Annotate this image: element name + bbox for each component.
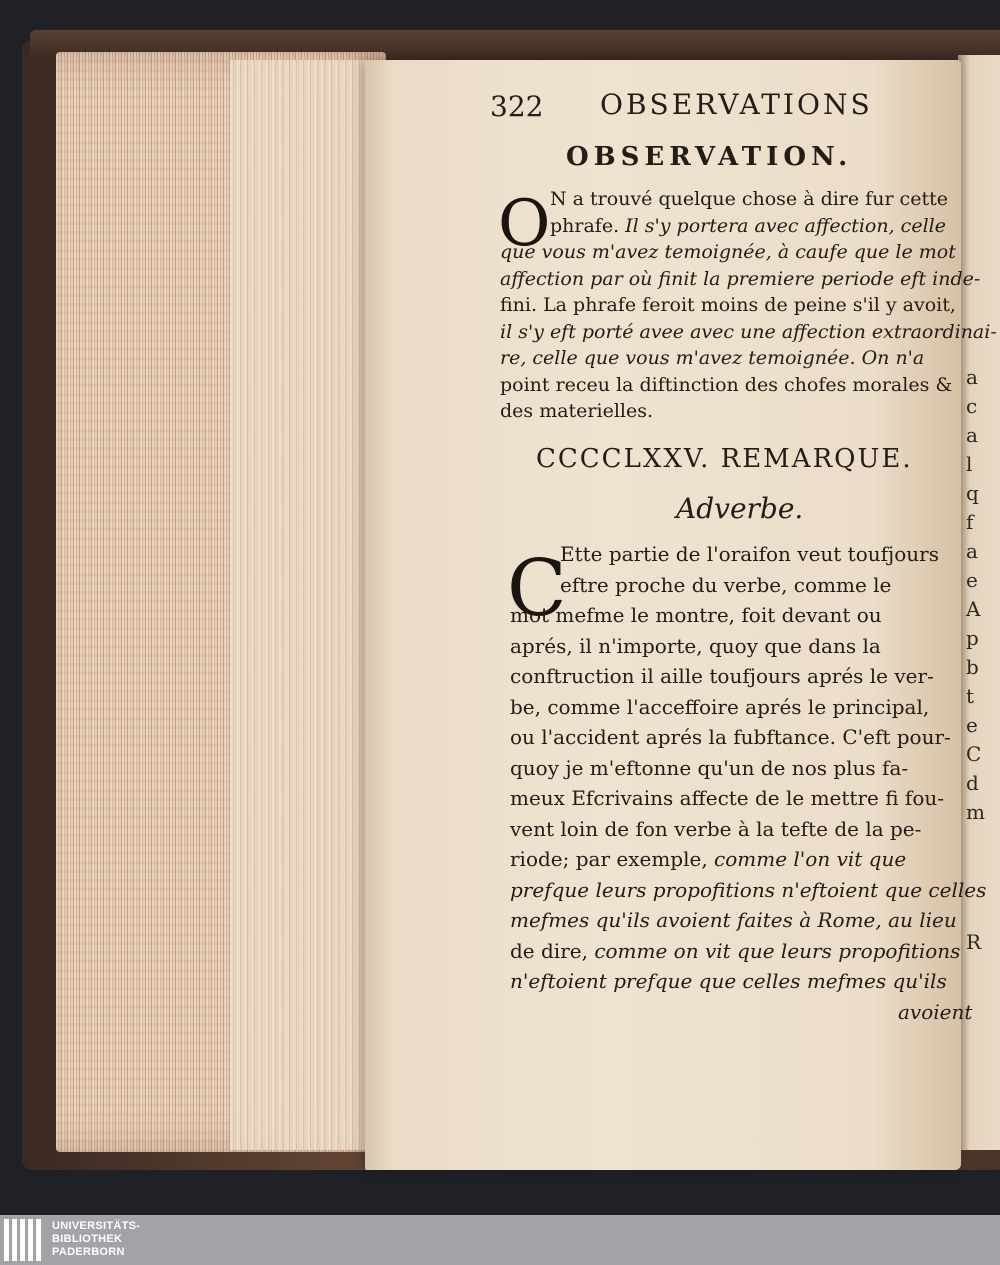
text-line — [510, 634, 881, 658]
italic-text: n'eftoient prefque que celles mefmes qu'ils — [510, 969, 947, 993]
text-line — [500, 268, 980, 290]
italic-text: prefque leurs propofitions n'eftoient que celles — [510, 877, 987, 902]
text-line — [510, 817, 921, 841]
text-line — [510, 664, 934, 688]
roman-text: eftre proche du verbe, comme le — [560, 572, 892, 597]
roman-text: conftruction il aille toufjours aprés le ver- — [510, 664, 934, 688]
facing-page-fragment: p — [966, 626, 979, 650]
italic-text: comme on vit que leurs propofitions — [594, 938, 961, 963]
facing-page-fragment: a — [966, 365, 978, 389]
page-number: 322 — [490, 90, 544, 123]
text-line — [510, 756, 908, 780]
text-line — [500, 374, 952, 396]
text-line — [500, 294, 956, 316]
facing-page-fragment: A — [966, 597, 981, 621]
facing-page-fragment: m — [966, 800, 985, 824]
running-head: OBSERVATIONS — [600, 88, 873, 121]
text-line — [500, 241, 956, 263]
text-line — [510, 603, 882, 627]
text-line — [898, 1000, 972, 1024]
text-line — [500, 321, 997, 343]
text-line — [500, 347, 924, 369]
italic-text: il s'y eft porté avee avec une affection extraordinai- — [500, 320, 997, 343]
roman-text: fini. La phrafe feroit moins de peine s'il y avoit, — [500, 294, 956, 316]
text-line — [510, 908, 957, 932]
facing-page-fragment: e — [966, 568, 978, 592]
facing-page-fragment: R — [966, 930, 982, 954]
italic-text: avoient — [898, 999, 973, 1024]
italic-text: que vous m'avez temoignée, à caufe que le mot — [500, 241, 956, 263]
text-line — [560, 542, 939, 566]
roman-text: be, comme l'acceffoire aprés le principal, — [510, 694, 930, 719]
facing-page-fragment: q — [966, 481, 979, 505]
library-footer — [0, 1215, 1000, 1265]
text-line — [510, 847, 906, 871]
text-line — [510, 786, 944, 810]
text-line — [500, 400, 653, 422]
observation-heading: OBSERVATION. — [566, 142, 853, 172]
italic-text: re, celle que vous m'avez temoignée. On n'a — [500, 347, 925, 369]
facing-page-edge — [958, 55, 1000, 1150]
library-name-line-2: BIBLIOTHEK — [52, 1233, 123, 1245]
facing-page-fragment: d — [966, 771, 979, 795]
text-line — [510, 878, 986, 902]
facing-page-fragment: l — [966, 452, 973, 476]
roman-text: ou l'accident aprés la fubftance. C'eft pour- — [510, 725, 951, 749]
text-line — [510, 969, 947, 993]
facing-page-fragment: c — [966, 394, 978, 418]
italic-text: affection par où finit la premiere periode eft inde- — [500, 267, 981, 290]
observation-drop-cap: O — [498, 187, 551, 261]
italic-text: mefmes qu'ils avoient faites à Rome, au lieu — [510, 908, 957, 932]
text-line — [550, 188, 948, 210]
roman-text: riode; par exemple, — [510, 847, 715, 871]
italic-text: Il s'y portera avec affection, celle — [625, 214, 946, 237]
library-logo-icon — [2, 1219, 44, 1261]
roman-text: des materielles. — [500, 400, 654, 422]
roman-text: N a trouvé quelque chose à dire fur cette — [550, 188, 948, 210]
roman-text: point receu la diftinction des chofes morales & — [500, 373, 953, 396]
roman-text: de dire, — [510, 938, 595, 963]
remarque-subtitle: Adverbe. — [676, 492, 804, 525]
facing-page-fragment: e — [966, 713, 978, 737]
facing-page-fragment: a — [966, 539, 978, 563]
roman-text: Ette partie de l'oraifon veut toufjours — [560, 542, 939, 566]
roman-text: vent loin de fon verbe à la tefte de la pe- — [510, 816, 922, 841]
text-line — [510, 939, 960, 963]
text-line — [510, 725, 951, 749]
roman-text: aprés, il n'importe, quoy que dans la — [510, 633, 881, 658]
roman-text: mot mefme le montre, foit devant ou — [510, 603, 882, 627]
facing-page-fragment: t — [966, 684, 975, 708]
text-line — [560, 573, 891, 597]
facing-page-fragment: f — [966, 510, 974, 534]
remarque-drop-cap: C — [507, 544, 567, 634]
facing-page-fragment: b — [966, 655, 979, 679]
text-line — [550, 215, 946, 237]
page-fore-edge — [230, 60, 370, 1150]
library-name-line-1: UNIVERSITÄTS- — [52, 1220, 141, 1232]
roman-text: phrafe. — [550, 214, 626, 237]
text-line — [510, 695, 929, 719]
facing-page-fragment: C — [966, 742, 982, 766]
italic-text: comme l'on vit que — [714, 847, 907, 871]
roman-text: quoy je m'eftonne qu'un de nos plus fa- — [510, 755, 909, 780]
roman-text: meux Efcrivains affecte de le mettre fi fou- — [510, 786, 944, 810]
library-name-line-3: PADERBORN — [52, 1246, 125, 1258]
remarque-heading: CCCCLXXV. REMARQUE. — [536, 444, 913, 474]
facing-page-fragment: a — [966, 423, 978, 447]
